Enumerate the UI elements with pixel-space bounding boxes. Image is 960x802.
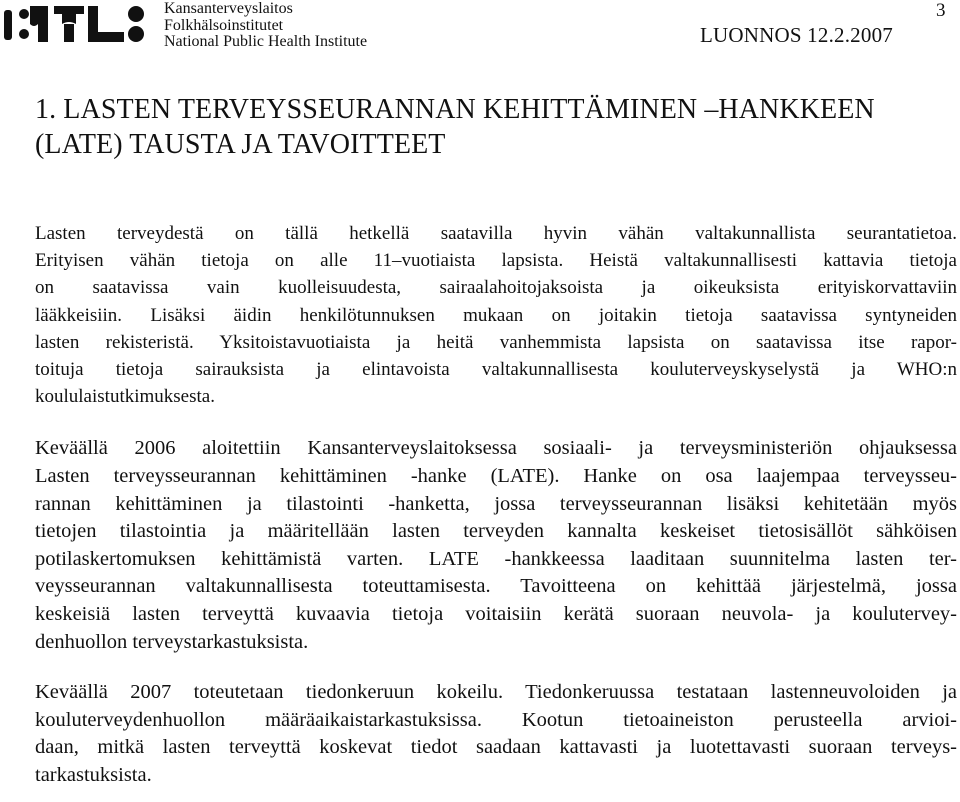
text-line: lääkkeisiin. Lisäksi äidin henkilötunnuksen mukaan on joitakin tietoja saatavissa syntyneiden: [35, 304, 957, 326]
text-line: keskeisiä lasten terveyttä kuvaavia tietoja voitaisiin kerätä suoraan neuvola- ja koulutervey-: [35, 602, 957, 625]
heading-line: (LATE) TAUSTA JA TAVOITTEET: [35, 129, 446, 160]
text-line: potilaskertomuksen kehittämistä varten. LATE -hankkeessa laaditaan suunnitelma lasten ter-: [35, 547, 957, 570]
paragraph-project: [35, 435, 957, 656]
paragraph-background: [35, 220, 957, 410]
section-heading: [35, 92, 960, 162]
draft-label: LUONNOS 12.2.2007: [700, 23, 893, 47]
text-line: daan, mitkä lasten terveyttä koskevat tiedot saadaan kattavasti ja luotettavasti suoraan terveys-: [35, 736, 957, 759]
text-line: tietojen tilastointia ja määritellään lasten terveyden kannalta keskeiset tietosisällöt sähköisen: [35, 520, 957, 543]
text-line: denhuollon terveystarkastuksista.: [35, 630, 309, 653]
organization-name: [164, 1, 367, 51]
text-line: Keväällä 2006 aloitettiin Kansanterveyslaitoksessa sosiaali- ja terveysministeriön ohjauksessa: [35, 437, 957, 460]
text-line: Keväällä 2007 toteutetaan tiedonkeruun kokeilu. Tiedonkeruussa testataan lastenneuvoloiden ja: [35, 681, 957, 704]
text-line: lasten rekisteristä. Yksitoistavuotiaista ja heitä vanhemmista lapsista on saatavissa itse rapor-: [35, 331, 957, 353]
document-body: [35, 220, 957, 790]
text-line: Lasten terveysseurannan kehittäminen -hanke (LATE). Hanke on osa laajempaa terveysseu-: [35, 465, 957, 488]
text-line: kouluterveydenhuollon määräaikaistarkastuksissa. Kootun tietoaineiston perusteella arvioi-: [35, 708, 957, 731]
paragraph-pilot: [35, 679, 957, 789]
heading-line: 1. LASTEN TERVEYSSEURANNAN KEHITTÄMINEN –HANKKEEN: [35, 94, 875, 125]
text-line: toituja tietoja sairauksista ja elintavoista valtakunnallisesta kouluterveyskyselystä ja WHO:n: [35, 359, 957, 381]
org-name-english: National Public Health Institute: [164, 33, 368, 50]
org-name-finnish: Kansanterveyslaitos: [164, 0, 293, 17]
text-line: tarkastuksista.: [35, 763, 152, 786]
text-line: Erityisen vähän tietoja on alle 11–vuotiaista lapsista. Heistä valtakunnallisesti kattavia tietoja: [35, 250, 957, 272]
text-line: rannan kehittäminen ja tilastointi -hanketta, jossa terveysseurannan lisäksi kehitetään myös: [35, 492, 957, 515]
text-line: koululaistutkimuksesta.: [35, 386, 215, 408]
page-number: 3: [936, 0, 946, 21]
org-name-swedish: Folkhälsoinstitutet: [164, 16, 284, 34]
text-line: on saatavissa vain kuolleisuudesta, sairaalahoitojaksoista ja oikeuksista erityiskorvattaviin: [35, 277, 957, 299]
text-line: Lasten terveydestä on tällä hetkellä saatavilla hyvin vähän valtakunnallista seurantatietoa.: [35, 223, 957, 244]
ktl-logo: [4, 2, 154, 46]
text-line: veysseurannan valtakunnallisesta toteuttamisesta. Tavoitteena on kehittää järjestelmä, jossa: [35, 575, 957, 598]
